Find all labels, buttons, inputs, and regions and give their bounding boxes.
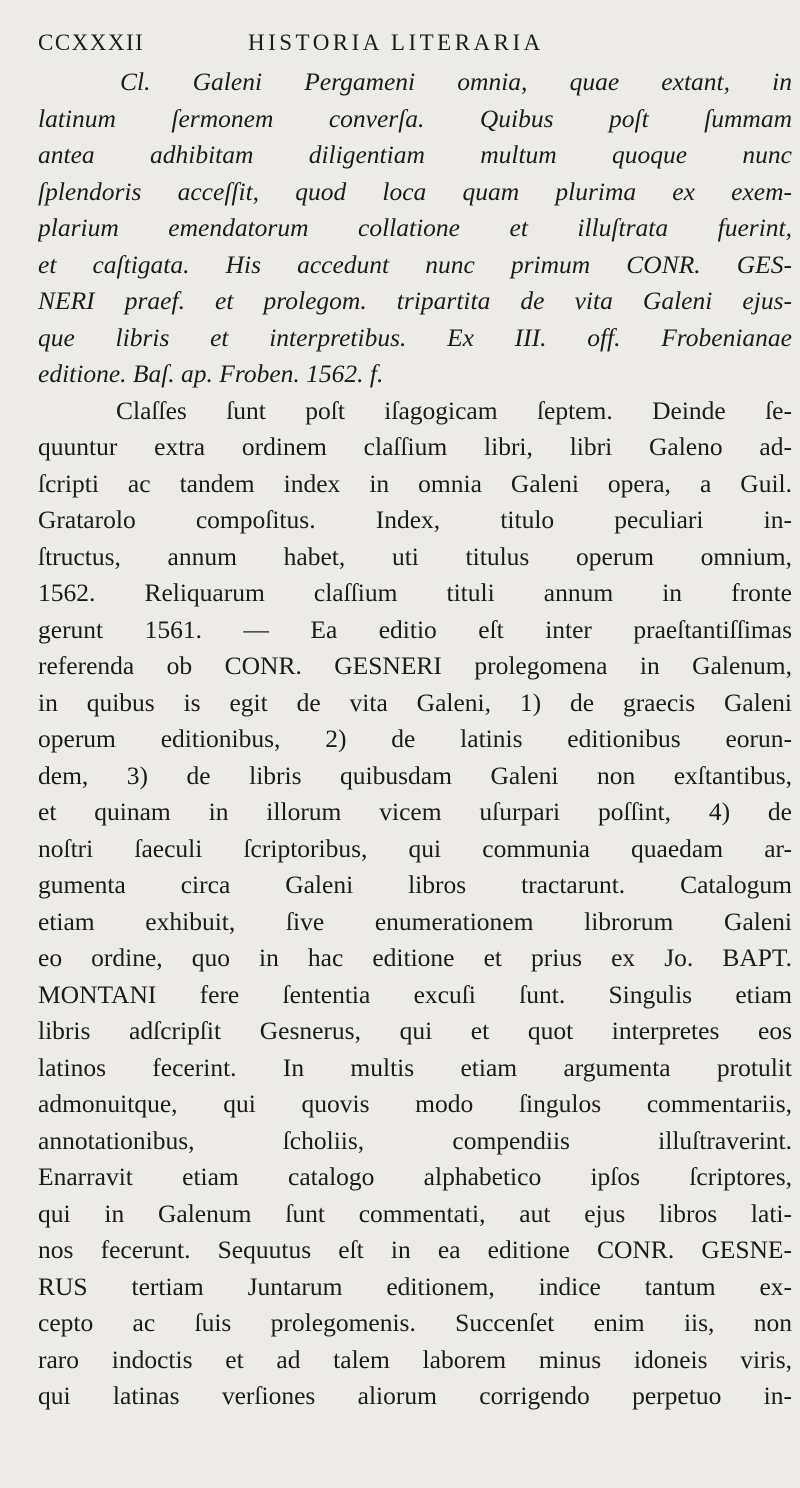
text-line: gerunt 1561. — Ea editio eſt inter praeſtantiſſimas [38, 614, 792, 644]
text-line: et caſtigata. His accedunt nunc primum CONR. GES- [38, 249, 792, 279]
text-line: noſtri ſaeculi ſcriptoribus, qui communia quaedam ar- [38, 833, 792, 863]
text-line: latinum ſermonem converſa. Quibus poſt ſummam [38, 103, 792, 133]
text-line: MONTANI fere ſententia excuſi ſunt. Singulis etiam [38, 979, 792, 1009]
text-line: qui in Galenum ſunt commentati, aut ejus libros lati- [38, 1198, 792, 1228]
text-line: et quinam in illorum vicem uſurpari poſſint, 4) de [38, 797, 792, 826]
running-head [38, 24, 792, 64]
text-line: plarium emendatorum collatione et illuſtrata fuerint, [38, 213, 792, 242]
text-line: gumenta circa Galeni libros tractarunt. Catalogum [38, 870, 792, 899]
text-line: in quibus is egit de vita Galeni, 1) de graecis Galeni [38, 687, 792, 717]
text-line: ſcripti ac tandem index in omnia Galeni opera, a Guil. [38, 468, 792, 498]
text-line: RUS tertiam Juntarum editionem, indice tantum ex- [38, 1271, 792, 1301]
page-number: CCXXXII [38, 30, 145, 55]
text-line: Claſſes ſunt poſt iſagogicam ſeptem. Deinde ſe- [116, 395, 792, 425]
text-line: antea adhibitam diligentiam multum quoque nunc [38, 140, 792, 169]
commentary-paragraph [38, 393, 792, 1415]
text-line: qui latinas verſiones aliorum corrigendo perpetuo in- [38, 1381, 792, 1410]
text-line: nos fecerunt. Sequutus eſt in ea editione CONR. GESNE- [38, 1235, 792, 1264]
text-line: annotationibus, ſcholiis, compendiis illuſtraverint. [38, 1125, 792, 1155]
text-line: quuntur extra ordinem claſſium libri, libri Galeno ad- [38, 432, 792, 461]
text-line: referenda ob CONR. GESNERI prolegomena in Galenum, [38, 651, 792, 680]
text-line: operum editionibus, 2) de latinis editionibus eorun- [38, 724, 792, 753]
text-line: editione. Baſ. ap. Froben. 1562. f. [38, 359, 384, 388]
text-line: que libris et interpretibus. Ex III. off. Frobenianae [38, 322, 792, 352]
text-line: libris adſcripſit Gesnerus, qui et quot interpretes eos [38, 1016, 792, 1045]
text-line: Enarravit etiam catalogo alphabetico ipſos ſcriptores, [38, 1162, 792, 1191]
running-title: HISTORIA LITERARIA [248, 30, 544, 55]
text-line: ſtructus, annum habet, uti titulus operum omnium, [38, 541, 792, 571]
text-line: raro indoctis et ad talem laborem minus idoneis viris, [38, 1344, 792, 1374]
text-line: 1562. Reliquarum claſſium tituli annum in fronte [38, 578, 792, 607]
text-line: dem, 3) de libris quibusdam Galeni non exſtantibus, [38, 760, 792, 790]
text-line: Gratarolo compoſitus. Index, titulo peculiari in- [38, 505, 792, 534]
text-line: cepto ac ſuis prolegomenis. Succenſet enim iis, non [38, 1308, 792, 1337]
text-line: eo ordine, quo in hac editione et prius ex Jo. BAPT. [38, 943, 792, 972]
body-text [38, 64, 792, 1415]
text-line: Cl. Galeni Pergameni omnia, quae extant, in [120, 67, 792, 96]
text-line: admonuitque, qui quovis modo ſingulos commentariis, [38, 1089, 792, 1118]
text-line: etiam exhibuit, ſive enumerationem librorum Galeni [38, 906, 792, 936]
text-line: NERI praef. et prolegom. tripartita de vita Galeni ejus- [38, 286, 792, 315]
text-line: latinos fecerint. In multis etiam argumenta protulit [38, 1052, 792, 1082]
bibliographic-entry [38, 64, 792, 393]
text-line: ſplendoris acceſſit, quod loca quam plurima ex exem- [38, 176, 792, 206]
